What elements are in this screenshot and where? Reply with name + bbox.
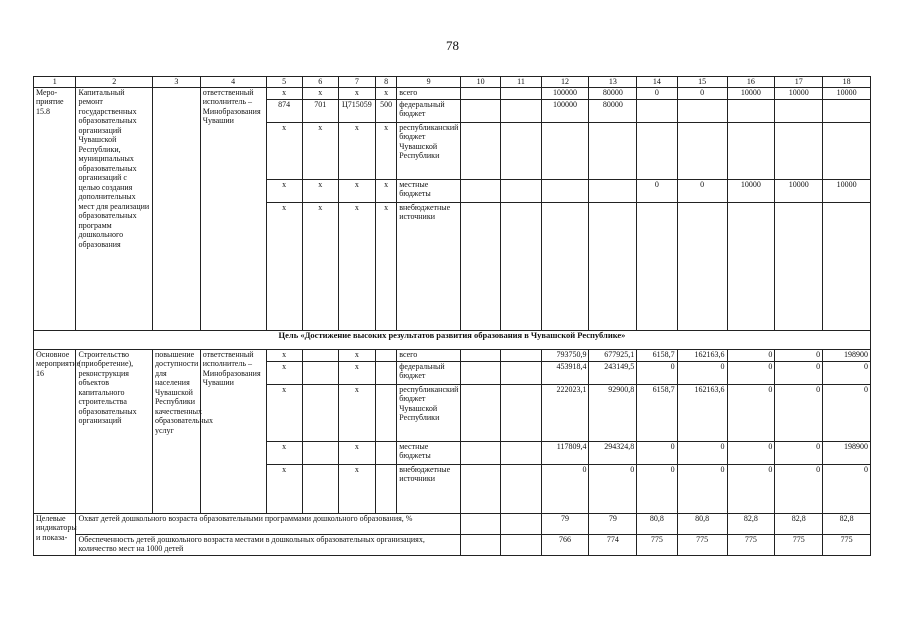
code-cell: x xyxy=(338,122,375,179)
code-cell: x xyxy=(375,179,396,202)
value-cell: 0 xyxy=(727,384,775,441)
budget-table xyxy=(33,76,871,556)
empty-cell xyxy=(460,122,500,179)
code-cell: x xyxy=(266,87,302,99)
value-cell: 0 xyxy=(637,464,677,513)
value-cell: 0 xyxy=(637,441,677,464)
value-cell xyxy=(589,122,637,179)
table-row xyxy=(34,349,871,361)
event-target xyxy=(152,87,200,330)
funding-source: внебюджетные источники xyxy=(397,202,461,330)
header-cell: 16 xyxy=(727,77,775,88)
empty-cell xyxy=(501,179,541,202)
empty-cell xyxy=(501,441,541,464)
value-cell: 82,8 xyxy=(775,513,823,534)
empty-cell xyxy=(460,349,500,361)
empty-cell xyxy=(460,384,500,441)
code-cell: Ц715059 xyxy=(338,99,375,122)
funding-source: внебюджетные источники xyxy=(397,464,461,513)
value-cell: 10000 xyxy=(775,87,823,99)
funding-source: местные бюджеты xyxy=(397,179,461,202)
value-cell: 0 xyxy=(637,87,677,99)
value-cell: 0 xyxy=(823,361,871,384)
value-cell: 0 xyxy=(589,464,637,513)
empty-cell xyxy=(460,179,500,202)
value-cell: 0 xyxy=(775,349,823,361)
funding-source: республиканский бюджет Чувашской Республики xyxy=(397,122,461,179)
indicator-row xyxy=(34,513,871,534)
value-cell: 453918,4 xyxy=(541,361,589,384)
empty-cell xyxy=(302,384,338,441)
value-cell: 793750,9 xyxy=(541,349,589,361)
value-cell: 775 xyxy=(637,534,677,555)
event-executor: ответственный исполнитель – Минобразования Чувашии xyxy=(200,87,266,330)
value-cell: 775 xyxy=(677,534,727,555)
header-cell: 12 xyxy=(541,77,589,88)
code-cell: 874 xyxy=(266,99,302,122)
value-cell: 0 xyxy=(677,179,727,202)
empty-cell xyxy=(375,361,396,384)
header-cell: 2 xyxy=(76,77,152,88)
value-cell xyxy=(541,122,589,179)
value-cell: 294324,8 xyxy=(589,441,637,464)
value-cell xyxy=(727,99,775,122)
funding-source: местные бюджеты xyxy=(397,441,461,464)
value-cell: 0 xyxy=(727,349,775,361)
empty-cell xyxy=(501,87,541,99)
indicator-text: Обеспеченность детей дошкольного возраста местами в дошкольных образовательных организациях, количество мест на 1000 детей xyxy=(76,534,460,555)
indicator-text: Охват детей дошкольного возраста образовательными программами дошкольного образования, % xyxy=(76,513,460,534)
value-cell: 677925,1 xyxy=(589,349,637,361)
value-cell: 0 xyxy=(637,179,677,202)
value-cell xyxy=(727,122,775,179)
value-cell: 0 xyxy=(775,361,823,384)
empty-cell xyxy=(375,349,396,361)
value-cell: 198900 xyxy=(823,441,871,464)
header-cell: 10 xyxy=(460,77,500,88)
empty-cell xyxy=(375,464,396,513)
header-cell: 14 xyxy=(637,77,677,88)
value-cell: 80000 xyxy=(589,87,637,99)
code-cell: x xyxy=(302,179,338,202)
main-event-target: повышение доступности для населения Чувашской Республики качественных образовательных услуг xyxy=(152,349,200,513)
value-cell: 0 xyxy=(775,384,823,441)
header-cell: 6 xyxy=(302,77,338,88)
code-cell: x xyxy=(338,441,375,464)
header-row xyxy=(34,77,871,88)
header-cell: 1 xyxy=(34,77,76,88)
empty-cell xyxy=(302,361,338,384)
value-cell: 0 xyxy=(727,441,775,464)
code-cell: x xyxy=(338,384,375,441)
value-cell: 162163,6 xyxy=(677,349,727,361)
empty-cell xyxy=(302,441,338,464)
value-cell: 775 xyxy=(727,534,775,555)
empty-cell xyxy=(460,441,500,464)
header-cell: 7 xyxy=(338,77,375,88)
main-event-executor: ответственный исполнитель – Минобразования Чувашии xyxy=(200,349,266,513)
event-name: Меро-приятие 15.8 xyxy=(34,87,76,330)
empty-cell xyxy=(302,464,338,513)
code-cell: x xyxy=(266,384,302,441)
code-cell: x xyxy=(338,202,375,330)
value-cell: 243149,5 xyxy=(589,361,637,384)
empty-cell xyxy=(501,202,541,330)
value-cell xyxy=(823,99,871,122)
value-cell: 10000 xyxy=(823,87,871,99)
main-event-name: Основное мероприятие 16 xyxy=(34,349,76,513)
value-cell xyxy=(677,202,727,330)
value-cell xyxy=(637,202,677,330)
value-cell xyxy=(775,99,823,122)
value-cell: 10000 xyxy=(775,179,823,202)
empty-cell xyxy=(501,99,541,122)
empty-cell xyxy=(501,513,541,534)
value-cell: 0 xyxy=(775,441,823,464)
header-cell: 17 xyxy=(775,77,823,88)
value-cell: 766 xyxy=(541,534,589,555)
empty-cell xyxy=(501,464,541,513)
value-cell: 100000 xyxy=(541,99,589,122)
empty-cell xyxy=(375,441,396,464)
value-cell: 0 xyxy=(677,361,727,384)
main-event-description: Строительство (приобретение), реконструкция объектов капитального строительства образовательных организаций xyxy=(76,349,152,513)
value-cell: 117809,4 xyxy=(541,441,589,464)
table-row xyxy=(34,87,871,99)
value-cell: 775 xyxy=(823,534,871,555)
event-description: Капитальный ремонт государственных образовательных организаций Чувашской Республики, муниципальных образовательных организаций с целью создания дополнительных мест для реализации образовательных программ дошкольного образования xyxy=(76,87,152,330)
value-cell: 0 xyxy=(677,441,727,464)
funding-source: федеральный бюджет xyxy=(397,361,461,384)
value-cell: 0 xyxy=(823,384,871,441)
value-cell: 0 xyxy=(677,464,727,513)
code-cell: x xyxy=(302,202,338,330)
value-cell xyxy=(677,122,727,179)
value-cell: 82,8 xyxy=(823,513,871,534)
funding-source: республиканский бюджет Чувашской Республики xyxy=(397,384,461,441)
header-cell: 3 xyxy=(152,77,200,88)
code-cell: x xyxy=(338,179,375,202)
value-cell: 0 xyxy=(775,464,823,513)
value-cell: 10000 xyxy=(823,179,871,202)
empty-cell xyxy=(302,349,338,361)
code-cell: x xyxy=(266,202,302,330)
value-cell: 775 xyxy=(775,534,823,555)
value-cell xyxy=(775,202,823,330)
empty-cell xyxy=(501,349,541,361)
code-cell: x xyxy=(266,361,302,384)
empty-cell xyxy=(501,384,541,441)
header-cell: 18 xyxy=(823,77,871,88)
funding-source: всего xyxy=(397,349,461,361)
value-cell: 0 xyxy=(677,87,727,99)
value-cell xyxy=(775,122,823,179)
code-cell: x xyxy=(375,202,396,330)
value-cell: 198900 xyxy=(823,349,871,361)
empty-cell xyxy=(460,513,500,534)
funding-source: федеральный бюджет xyxy=(397,99,461,122)
value-cell xyxy=(637,122,677,179)
value-cell: 100000 xyxy=(541,87,589,99)
code-cell: x xyxy=(338,361,375,384)
value-cell: 80,8 xyxy=(677,513,727,534)
value-cell: 222023,1 xyxy=(541,384,589,441)
value-cell: 0 xyxy=(727,464,775,513)
empty-cell xyxy=(501,122,541,179)
code-cell: x xyxy=(375,122,396,179)
value-cell: 80,8 xyxy=(637,513,677,534)
empty-cell xyxy=(460,464,500,513)
empty-cell xyxy=(460,361,500,384)
code-cell: x xyxy=(375,87,396,99)
indicator-row xyxy=(34,534,871,555)
code-cell: x xyxy=(266,179,302,202)
code-cell: x xyxy=(266,122,302,179)
code-cell: x xyxy=(338,87,375,99)
goal-title: Цель «Достижение высоких результатов развития образования в Чувашской Республике» xyxy=(34,330,871,349)
value-cell xyxy=(637,99,677,122)
code-cell: 500 xyxy=(375,99,396,122)
value-cell xyxy=(541,179,589,202)
value-cell: 0 xyxy=(541,464,589,513)
goal-row xyxy=(34,330,871,349)
value-cell: 10000 xyxy=(727,179,775,202)
header-cell: 8 xyxy=(375,77,396,88)
code-cell: 701 xyxy=(302,99,338,122)
code-cell: x xyxy=(266,464,302,513)
empty-cell xyxy=(460,202,500,330)
value-cell xyxy=(541,202,589,330)
value-cell: 162163,6 xyxy=(677,384,727,441)
value-cell: 92900,8 xyxy=(589,384,637,441)
value-cell: 80000 xyxy=(589,99,637,122)
value-cell: 6158,7 xyxy=(637,384,677,441)
empty-cell xyxy=(460,99,500,122)
code-cell: x xyxy=(266,441,302,464)
code-cell: x xyxy=(302,122,338,179)
empty-cell xyxy=(501,361,541,384)
code-cell: x xyxy=(302,87,338,99)
value-cell: 0 xyxy=(823,464,871,513)
empty-cell xyxy=(460,87,500,99)
header-cell: 15 xyxy=(677,77,727,88)
value-cell: 774 xyxy=(589,534,637,555)
value-cell xyxy=(589,179,637,202)
header-cell: 11 xyxy=(501,77,541,88)
code-cell: x xyxy=(266,349,302,361)
code-cell: x xyxy=(338,349,375,361)
value-cell: 79 xyxy=(589,513,637,534)
funding-source: всего xyxy=(397,87,461,99)
value-cell: 79 xyxy=(541,513,589,534)
page-number: 78 xyxy=(446,38,459,53)
header-cell: 5 xyxy=(266,77,302,88)
value-cell: 0 xyxy=(637,361,677,384)
value-cell xyxy=(589,202,637,330)
empty-cell xyxy=(460,534,500,555)
empty-cell xyxy=(375,384,396,441)
value-cell: 10000 xyxy=(727,87,775,99)
header-cell: 13 xyxy=(589,77,637,88)
value-cell xyxy=(823,122,871,179)
value-cell: 6158,7 xyxy=(637,349,677,361)
value-cell xyxy=(727,202,775,330)
value-cell xyxy=(677,99,727,122)
header-cell: 4 xyxy=(200,77,266,88)
empty-cell xyxy=(501,534,541,555)
header-cell: 9 xyxy=(397,77,461,88)
value-cell: 82,8 xyxy=(727,513,775,534)
value-cell: 0 xyxy=(727,361,775,384)
value-cell xyxy=(823,202,871,330)
indicators-label: Целевые индикаторы и показа- xyxy=(34,513,76,555)
code-cell: x xyxy=(338,464,375,513)
